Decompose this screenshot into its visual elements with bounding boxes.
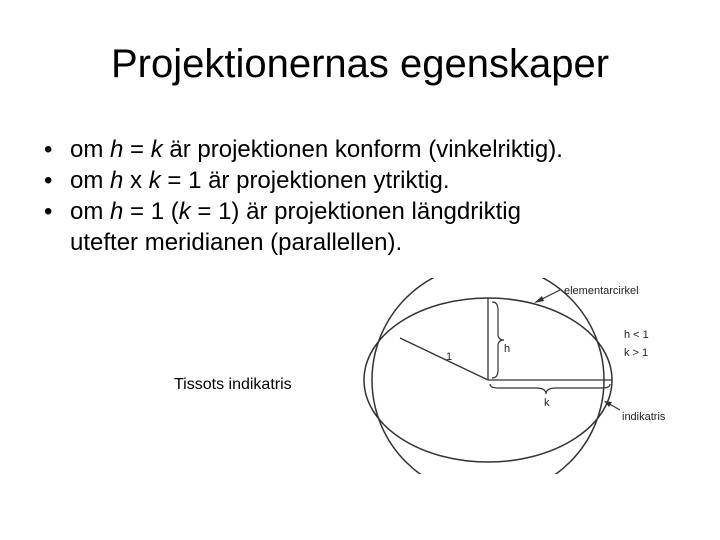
- bullet-marker: •: [44, 198, 53, 225]
- h-brace: [492, 302, 504, 378]
- bullet-marker: •: [44, 167, 53, 194]
- k-brace: [490, 384, 610, 394]
- bullet-item-equal-area: • om h x k = 1 är projektionen ytriktig.: [44, 167, 450, 194]
- elementarcirkel-arrowhead: [534, 296, 544, 303]
- bullet-marker: •: [44, 136, 53, 163]
- tissot-indicatrix-diagram: [340, 278, 680, 474]
- bullet-list: [44, 134, 684, 258]
- bullet-continuation: utefter meridianen (parallellen).: [70, 229, 403, 256]
- label-indikatris: indikatris: [622, 411, 666, 423]
- label-elementarcirkel: elementarcirkel: [564, 285, 639, 297]
- label-h-less-than-one: h < 1: [624, 329, 649, 341]
- diagram-caption: Tissots indikatris: [174, 376, 292, 393]
- label-h: h: [504, 343, 511, 355]
- label-k-greater-than-one: k > 1: [624, 347, 649, 359]
- bullet-item-conformal: • om h = k är projektionen konform (vinkelriktig).: [44, 136, 563, 163]
- label-k: k: [544, 397, 550, 409]
- bullet-item-equidistant: • om h = 1 (k = 1) är projektionen längdriktig: [44, 198, 521, 225]
- unit-radius-line: [400, 338, 488, 380]
- label-one: 1: [446, 351, 453, 363]
- slide-title: Projektionernas egenskaper: [110, 42, 610, 86]
